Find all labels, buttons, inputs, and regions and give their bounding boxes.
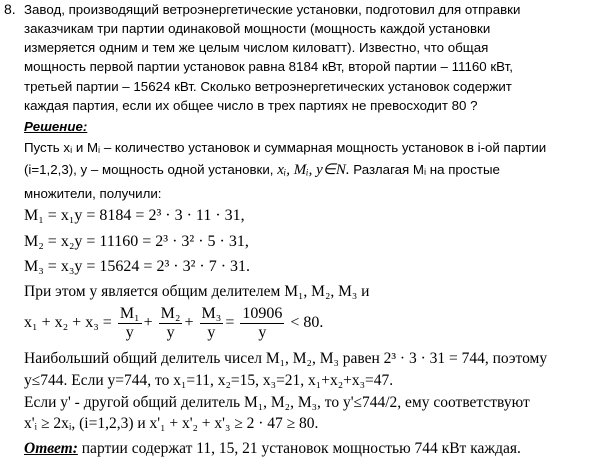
- fraction-m3-numerator: M₃: [201, 304, 222, 322]
- solution-heading: Решение:: [24, 119, 88, 134]
- problem-line-3: измеряется одним и тем же целым числом киловатт). Известно, что общая: [24, 40, 489, 55]
- solution-line-2-tail: Разлагая Mᵢ на простые: [353, 162, 500, 177]
- problem-number: 8.: [4, 1, 16, 17]
- final-inequality-line: x'ᵢ ≥ 2xᵢ, (i=1,2,3) и x'₁ + x'₂ + x'₃ ≥ 2 · 47 ≥ 80.: [24, 415, 319, 432]
- solution-line-2: [24, 160, 604, 180]
- solution-line-1: Пусть xᵢ и Mᵢ – количество установок и суммарная мощность установок в i-ой партии: [24, 140, 547, 155]
- fraction-m2-numerator: M₂: [160, 304, 181, 322]
- solution-line-2-math: xᵢ, Mᵢ, y∈N.: [277, 162, 350, 178]
- sum-rhs: < 80.: [290, 314, 324, 331]
- solution-line-2-text: (i=1,2,3), y – мощность одной установки,: [24, 162, 274, 177]
- equation-2: M₂ = x₂y = 11160 = 2³ · 3² · 5 · 31,: [24, 233, 249, 250]
- gcd-line: Наибольший общий делитель чисел M₁, M₂, M₃ равен 2³ · 3 · 31 = 744, поэтому: [24, 350, 548, 367]
- sum-inequality: x₁ + x₂ + x₃ = $\frac{\text{M₁}}{y}$ + $\frac{\text{M₂}}{y}$ + $\frac{\text{M₃}}{y}$ = $\frac{10906}{y}$ < 80.: [24, 304, 324, 341]
- equation-3: M₃ = x₃y = 15624 = 2³ · 3² · 7 · 31.: [24, 258, 251, 275]
- equation-1: M₁ = x₁y = 8184 = 2³ · 3 · 11 · 31,: [24, 207, 245, 224]
- sum-lhs: x₁ + x₂ + x₃ =: [24, 314, 112, 331]
- fraction-total-y: [240, 305, 284, 342]
- problem-line-5: третьей партии – 15624 кВт. Сколько ветроэнергетических установок содержит: [24, 79, 512, 94]
- fraction-total-numerator: 10906: [242, 304, 283, 322]
- answer-text: партии содержат 11, 15, 21 установок мощностью 744 кВт каждая.: [81, 440, 521, 457]
- fraction-m2-denominator: y: [166, 323, 175, 341]
- fraction-m1-denominator: y: [125, 323, 134, 341]
- fraction-m3-y: [200, 305, 224, 342]
- fraction-m1-numerator: M₁: [119, 304, 140, 322]
- common-divisor-line: При этом y является общим делителем M₁, M₂, M₃ и: [24, 283, 370, 300]
- y-bound-line: y≤744. Если y=744, то x₁=11, x₂=15, x₃=21, x₁+x₂+x₃=47.: [24, 372, 394, 389]
- problem-line-2: заказчикам три партии одинаковой мощности (мощность каждой установки: [24, 21, 491, 36]
- problem-line-4: мощность первой партии установок равна 8184 кВт, второй партии – 11160 кВт,: [24, 59, 513, 74]
- fraction-m1-y: [118, 305, 142, 342]
- other-divisor-line: Если y' - другой общий делитель M₁, M₂, M₃, то y'≤744/2, ему соответствуют: [24, 394, 530, 411]
- fraction-total-denominator: y: [258, 323, 267, 341]
- fraction-m3-denominator: y: [207, 323, 216, 341]
- problem-line-1: Завод, производящий ветроэнергетические установки, подготовил для отправки: [24, 2, 521, 17]
- fraction-m2-y: [159, 305, 183, 342]
- answer-line: [24, 439, 604, 458]
- answer-label: Ответ:: [24, 440, 78, 457]
- problem-line-6: каждая партия, если их общее число в трех партиях не превосходит 80 ?: [24, 98, 478, 113]
- solution-line-3: множители, получили:: [24, 186, 162, 201]
